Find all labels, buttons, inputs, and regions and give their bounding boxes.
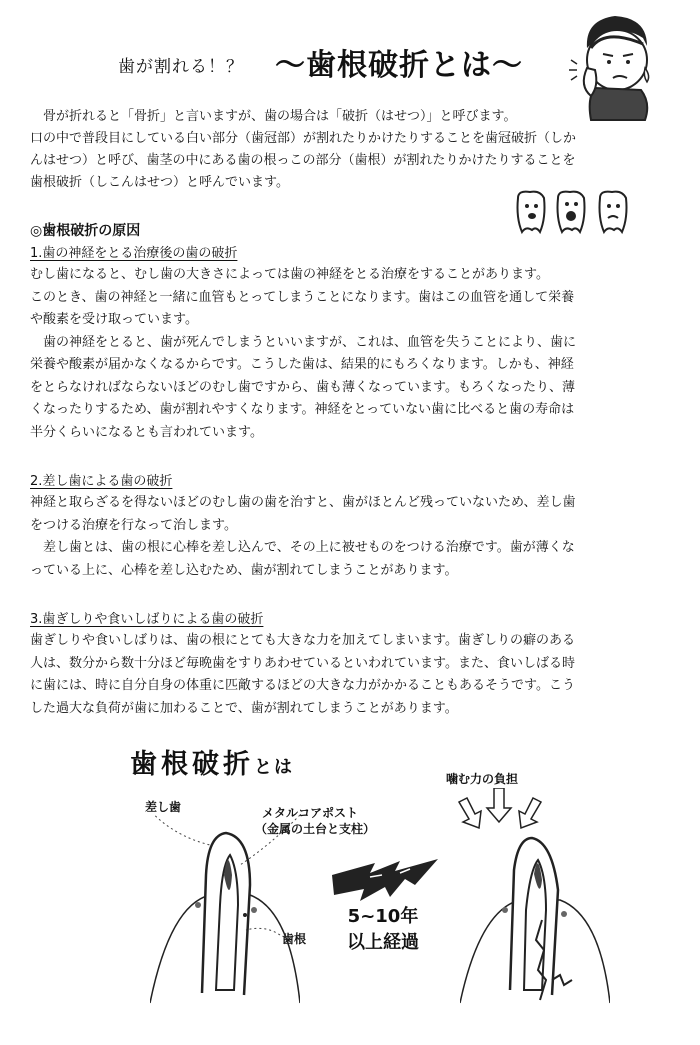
illustration-title (130, 742, 294, 781)
section1-line: 歯の神経をとると、歯が死んでしまうといいますが、これは、血管を失うことにより、歯に (43, 334, 577, 350)
section2-line: っている上に、心棒を差し込むため、歯が割れてしまうことがあります。 (30, 562, 458, 578)
section2-body (30, 492, 678, 582)
section3-line: 人は、数分から数十分ほど毎晩歯をすりあわせているといわれています。また、食いしばる時 (30, 655, 575, 671)
section1-line: このとき、歯の神経と一緒に血管もとってしまうことになります。歯はこの血管を通して栄養 (30, 289, 575, 305)
elapsed-label: 以上経過 (347, 932, 419, 953)
label-metal-core-desc: （金属の土台と支柱） (255, 822, 376, 836)
section1-body (30, 264, 678, 444)
subtitle: 歯が割れる！？ (118, 57, 244, 77)
section2-line: をつける治療を行なって治します。 (30, 517, 237, 533)
section1-line: 栄養や酸素が届かなくなるからです。こうした歯は、結果的にもろくなります。しかも、神経 (30, 357, 574, 372)
label-sashiba: 差し歯 (145, 800, 182, 814)
section1-line: むし歯になると、むし歯の大きさによっては歯の神経をとる治療をすることがあります。 (30, 267, 549, 282)
causes-heading: ◎歯根破折の原因 (30, 223, 141, 239)
illustration-title-main: 歯根破折 (130, 749, 254, 780)
section1-line: 半分くらいになるとも言われています。 (30, 424, 263, 440)
tooth-characters-illustration (512, 188, 642, 238)
intro-line: 骨が折れると「骨折」と言いますが、歯の場合は「破折（はせつ）」と呼びます。 (43, 109, 517, 124)
section1-heading: 1.歯の神経をとる治療後の歯の破折 (30, 246, 238, 261)
section2-line: 神経と取らざるを得ないほどのむし歯の歯を治すと、歯がほとんど残っていないため、差し歯 (30, 495, 576, 510)
page-title: 〜歯根破折とは〜 (275, 48, 523, 83)
bite-force-arrows-icon (455, 788, 545, 836)
section2-line: 差し歯とは、歯の根に心棒を差し込んで、その上に被せものをつける治療です。歯が薄くな (43, 540, 575, 555)
section3-heading: 3.歯ぎしりや食いしばりによる歯の破折 (30, 612, 264, 627)
section1-line: をとらなければならないほどのむし歯ですから、歯も薄くなっています。もろくなったり、薄 (30, 379, 575, 395)
section1-line: や酸素を受け取っています。 (30, 312, 198, 327)
intro-line: 歯根破折（しこんはせつ）と呼んでいます。 (30, 175, 289, 190)
label-bite-force: 噛む力の負担 (446, 772, 519, 786)
section2-heading: 2.差し歯による歯の破折 (30, 474, 173, 489)
elapsed-years: 5~10年 (347, 906, 419, 927)
post-tooth-illustration (150, 815, 300, 1005)
crack-arrow-icon (330, 855, 440, 905)
label-metal-core-post: メタルコアポスト (262, 806, 359, 820)
section3-line: に歯には、時に自分自身の体重に匹敵するほどの大きな力がかかることもあるそうです。こう (30, 678, 575, 693)
section1-line: くなったりするため、歯が割れやすくなります。神経をとっていない歯に比べると歯の寿命は (30, 402, 575, 417)
section3-body (30, 630, 678, 720)
illustration-title-suffix: とは (254, 757, 294, 778)
section3-line: した過大な負荷が歯に加わることで、歯が割れてしまうことがあります。 (30, 700, 458, 716)
intro-paragraph (30, 106, 680, 194)
intro-line: んはせつ）と呼び、歯茎の中にある歯の根っこの部分（歯根）が割れたりかけたりすることを (30, 153, 576, 168)
section3-line: 歯ぎしりや食いしばりは、歯の根にとても大きな力を加えてしまいます。歯ぎしりの癖のある (30, 633, 575, 648)
label-root: 歯根 (282, 932, 307, 946)
intro-line: 口の中で普段目にしている白い部分（歯冠部）が割れたりかけたりすることを歯冠破折（しか (30, 131, 577, 146)
fractured-tooth-illustration (460, 830, 610, 1005)
